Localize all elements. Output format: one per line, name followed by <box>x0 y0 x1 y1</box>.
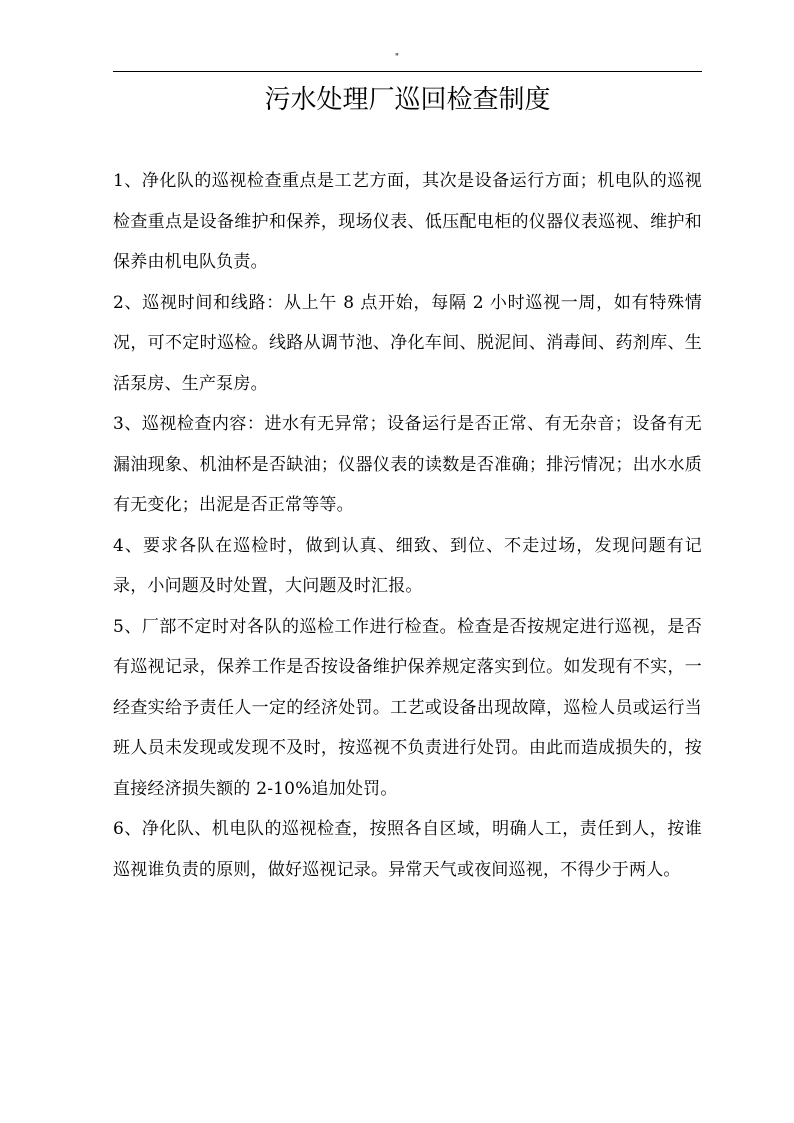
paragraph-1: 1、净化队的巡视检查重点是工艺方面，其次是设备运行方面；机电队的巡视检查重点是设备维护和保养，现场仪表、低压配电柜的仪器仪表巡视、维护和保养由机电队负责。 <box>113 171 702 272</box>
paragraph-3: 3、巡视检查内容：进水有无异常；设备运行是否正常、有无杂音；设备有无漏油现象、机油杯是否缺油；仪器仪表的读数是否准确；排污情况；出水水质有无变化；出泥是否正常等等。 <box>113 414 702 515</box>
paragraph-4: 4、要求各队在巡检时，做到认真、细致、到位、不走过场，发现问题有记录，小问题及时处置，大问题及时汇报。 <box>113 535 702 596</box>
paragraph-2: 2、巡视时间和线路：从上午 8 点开始，每隔 2 小时巡视一周，如有特殊情况，可不定时巡检。线路从调节池、净化车间、脱泥间、消毒间、药剂库、生活泵房、生产泵房。 <box>113 292 702 394</box>
header-mark: " <box>394 53 400 63</box>
document-title: 污水处理厂巡回检查制度 <box>264 85 551 115</box>
document-body <box>113 161 702 890</box>
paragraph-5: 5、厂部不定时对各队的巡检工作进行检查。检查是否按规定进行巡视，是否有巡视记录，保养工作是否按设备维护保养规定落实到位。如发现有不实，一经查实给予责任人一定的经济处罚。工艺或设备出现故障，巡检人员或运行当班人员未发现或发现不及时，按巡视不负责进行处罚。由此而造成损失的，按直接经济损失额的 2-10%追加处罚。 <box>113 616 702 799</box>
paragraph-6: 6、净化队、机电队的巡视检查，按照各自区域，明确人工，责任到人，按谁巡视谁负责的原则，做好巡视记录。异常天气或夜间巡视，不得少于两人。 <box>113 819 702 880</box>
header-rule <box>113 71 702 72</box>
